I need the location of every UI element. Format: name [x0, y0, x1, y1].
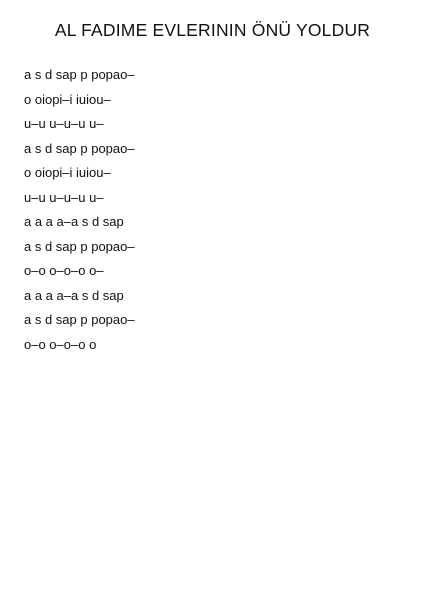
text-line: a s d sap p popao– — [24, 312, 135, 327]
document-title: AL FADIME EVLERININ ÖNÜ YOLDUR — [54, 20, 371, 40]
text-lines — [24, 63, 135, 357]
text-line: o–o o–o–o o — [24, 336, 97, 352]
text-line: o oiopi–i iuiou– — [24, 165, 111, 180]
text-line: a a a a–a s d sap — [24, 287, 124, 303]
text-line: a a a a–a s d sap — [24, 214, 124, 229]
text-line: u–u u–u–u u– — [24, 189, 104, 205]
text-line: u–u u–u–u u– — [24, 116, 104, 131]
text-line: a s d sap p popao– — [24, 67, 135, 82]
text-line: a s d sap p popao– — [24, 140, 135, 156]
text-line: o oiopi–i iuiou– — [24, 91, 111, 107]
text-line: o–o o–o–o o– — [24, 263, 104, 278]
text-line: a s d sap p popao– — [24, 238, 135, 254]
